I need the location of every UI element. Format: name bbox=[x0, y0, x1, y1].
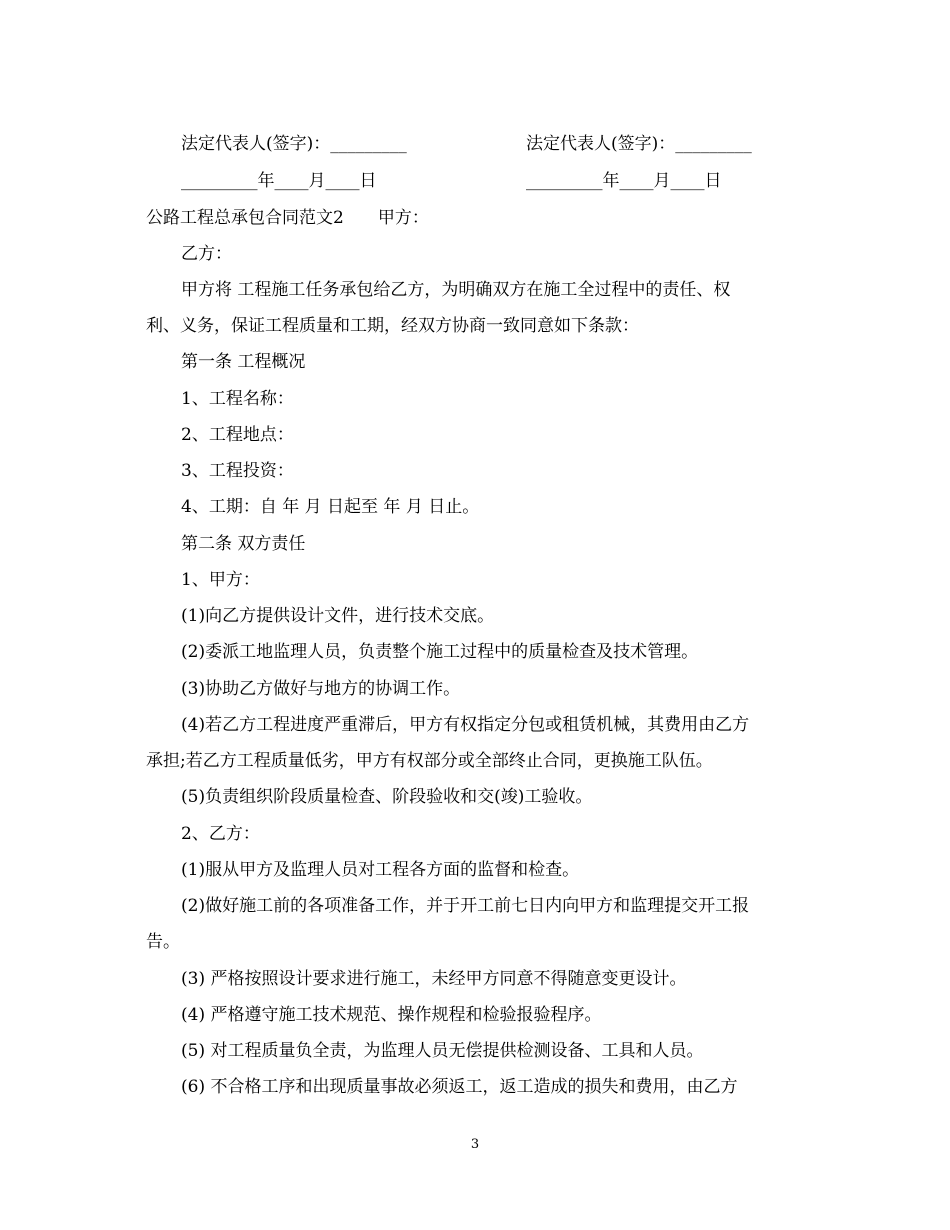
article-2-title: 第二条 双方责任 bbox=[181, 534, 306, 554]
party-a-duty-3: (3)协助乙方做好与地方的协调工作。 bbox=[181, 679, 461, 699]
party-a-duty-4-line-1: (4)若乙方工程进度严重滞后，甲方有权指定分包或租赁机械，其费用由乙方 bbox=[181, 715, 750, 735]
signature-left-date: _________年____月____日 bbox=[181, 171, 377, 191]
article-1-item-4: 4、工期：自 年 月 日起至 年 月 日止。 bbox=[181, 497, 480, 517]
party-a-duty-1: (1)向乙方提供设计文件，进行技术交底。 bbox=[181, 606, 495, 626]
heading-line bbox=[146, 207, 429, 229]
signature-right-representative: 法定代表人(签字)：_________ bbox=[526, 134, 752, 154]
article-1-item-1: 1、工程名称： bbox=[181, 389, 294, 409]
party-b-duty-5: (5) 对工程质量负全责，为监理人员无偿提供检测设备、工具和人员。 bbox=[181, 1041, 704, 1061]
article-1-item-2: 2、工程地点： bbox=[181, 425, 294, 445]
intro-paragraph-line-2: 利、义务，保证工程质量和工期，经双方协商一致同意如下条款： bbox=[146, 316, 639, 336]
party-a-label: 甲方： bbox=[377, 208, 429, 228]
party-a-duty-2: (2)委派工地监理人员，负责整个施工过程中的质量检查及技术管理。 bbox=[181, 642, 699, 662]
party-a-duty-4-line-2: 承担;若乙方工程质量低劣，甲方有权部分或全部终止合同，更换施工队伍。 bbox=[146, 751, 713, 771]
party-b-duty-6: (6) 不合格工序和出现质量事故必须返工，返工造成的损失和费用，由乙方 bbox=[181, 1077, 738, 1097]
article-1-item-3: 3、工程投资： bbox=[181, 461, 294, 481]
signature-left-representative: 法定代表人(签字)：_________ bbox=[181, 134, 407, 154]
page-number: 3 bbox=[470, 1137, 480, 1152]
party-a-duty-5: (5)负责组织阶段质量检查、阶段验收和交(竣)工验收。 bbox=[181, 787, 593, 807]
party-b-duty-2-line-1: (2)做好施工前的各项准备工作，并于开工前七日内向甲方和监理提交开工报 bbox=[181, 896, 750, 916]
article-1-title: 第一条 工程概况 bbox=[181, 352, 306, 372]
party-b-duty-4: (4) 严格遵守施工技术规范、操作规程和检验报验程序。 bbox=[181, 1005, 602, 1025]
party-b-duty-2-line-2: 告。 bbox=[146, 932, 180, 952]
party-b-label: 乙方： bbox=[181, 244, 232, 264]
party-a-duties-label: 1、甲方： bbox=[181, 570, 260, 590]
party-b-duty-1: (1)服从甲方及监理人员对工程各方面的监督和检查。 bbox=[181, 860, 580, 880]
signature-right-date: _________年____月____日 bbox=[526, 171, 722, 191]
intro-paragraph-line-1: 甲方将 工程施工任务承包给乙方，为明确双方在施工全过程中的责任、权 bbox=[181, 280, 731, 300]
party-b-duties-label: 2、乙方： bbox=[181, 824, 260, 844]
party-b-duty-3: (3) 严格按照设计要求进行施工，未经甲方同意不得随意变更设计。 bbox=[181, 969, 687, 989]
document-title: 公路工程总承包合同范文2 bbox=[146, 208, 344, 228]
